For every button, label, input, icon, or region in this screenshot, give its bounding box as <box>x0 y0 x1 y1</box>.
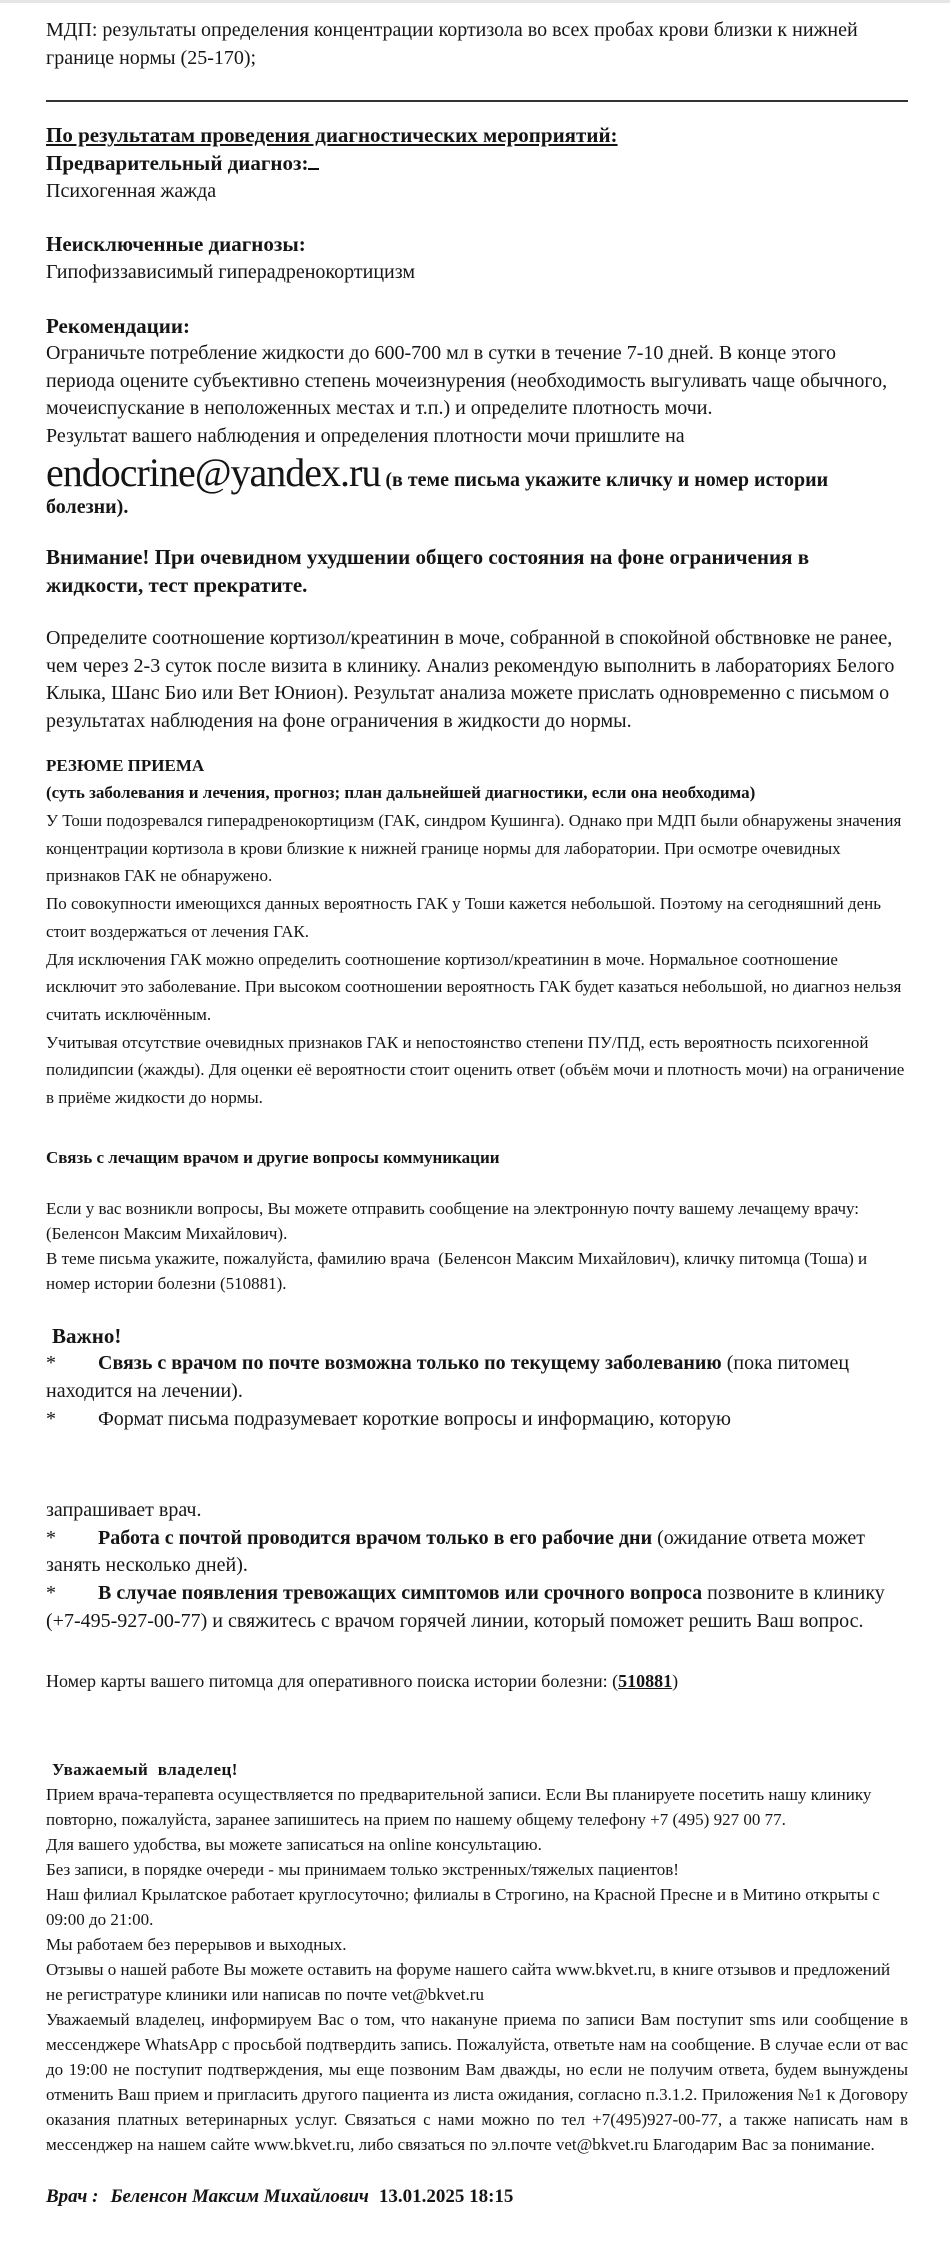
bullet-bold-text: В случае появления тревожащих симптомов или срочного вопроса <box>98 1581 703 1604</box>
signature-label: Врач : <box>46 2186 99 2208</box>
signature-doctor-name: Беленсон Максим Михайлович <box>110 2186 369 2208</box>
bullet-marker: * <box>46 1407 56 1430</box>
bullet-marker: * <box>46 1581 56 1604</box>
page-break-gap <box>46 1433 908 1497</box>
preliminary-diagnosis-label-text: Предварительный диагноз: <box>46 150 309 175</box>
fluid-limit-paragraph: Ограничьте потребление жидкости до 600-700 мл в сутки в течение 7-10 дней. В конце этого периода оцените субъективно степень мочеизнурения (необходимость выгуливать чаще обычного, мочеиспускание в неположенных местах и т.п.) и определите плотность мочи. <box>46 342 888 420</box>
communication-section <box>46 1146 908 1635</box>
pet-card-number-line <box>46 1669 908 1694</box>
summary-subheading: (суть заболевания и лечения, прогноз; план дальнейшей диагностики, если она необходима) <box>46 783 756 803</box>
spacer <box>46 1635 908 1669</box>
send-results-line: Результат вашего наблюдения и определения плотности мочи пришлите на <box>46 425 685 448</box>
spacer <box>46 287 908 313</box>
spacer <box>46 736 908 752</box>
not-excluded-diagnoses-label: Неисключенные диагнозы: <box>46 232 306 257</box>
bullet-rest-text: позвоните в клинику (+7-495-927-00-77) и свяжитесь с врачом горячей линии, который поможет решить Ваш вопрос. <box>46 1581 885 1632</box>
bullet-bold-text: Работа с почтой проводится врачом только в его рабочие дни <box>98 1526 653 1549</box>
bullet-marker: * <box>46 1526 56 1549</box>
recommendations-heading: Рекомендации: <box>46 313 190 338</box>
card-number-value: 510881 <box>618 1671 673 1692</box>
email-subject-paragraph: В теме письма укажите, пожалуйста, фамилию врача (Беленсон Максим Михайлович), кличку питомца (Тоша) и номер истории болезни (510881). <box>46 1248 872 1293</box>
diagnosis-section <box>46 122 908 286</box>
spacer <box>46 1297 908 1323</box>
owner-greeting-heading: Уважаемый владелец! <box>52 1760 238 1780</box>
email-line <box>46 451 908 522</box>
card-number-prefix: Номер карты вашего питомца для оперативного поиска истории болезни: ( <box>46 1671 619 1692</box>
summary-heading: РЕЗЮМЕ ПРИЕМА <box>46 755 205 775</box>
important-heading: Важно! <box>52 1323 122 1348</box>
ratio-test-paragraph: Определите соотношение кортизол/креатинин в моче, собранной в спокойной обствновке не ранее, чем через 2-3 суток после визита в клинику. Анализ рекомендую выполнить в лабораториях Белого Клыка, Шанс Био или Вет Юнион). Результат анализа можете прислать одновременно с письмом о результатах наблюдения на фоне ограничения в жидкости до нормы. <box>46 627 895 733</box>
summary-paragraph: Для исключения ГАК можно определить соотношение кортизол/креатинин в моче. Нормальное соотношение исключит это заболевание. При высоком соотношении вероятность ГАК будет казаться небольшой, но диагноз нельзя считать исключённым. <box>46 949 902 1024</box>
bullet-rest-text: (ожидание ответа может занять несколько дней). <box>46 1526 865 1577</box>
diagnostics-results-heading: По результатам проведения диагностических мероприятий: <box>46 123 618 148</box>
owner-info-paragraph: Мы работаем без перерывов и выходных. <box>46 1935 347 1955</box>
recommendations-section <box>46 313 908 736</box>
not-excluded-diagnoses-value: Гипофиззависимый гиперадренокортицизм <box>46 260 415 283</box>
important-bullet-letter-format <box>46 1406 908 1434</box>
owner-info-section <box>46 1758 908 2158</box>
email-address: endocrine@yandex.ru <box>46 449 381 495</box>
warning-paragraph: Внимание! При очевидном ухудшении общего состояния на фоне ограничения в жидкости, тест прекратите. <box>46 544 810 597</box>
bullet-text: Формат письма подразумевает короткие вопросы и информацию, которую <box>98 1407 731 1430</box>
spacer <box>46 522 908 544</box>
doctor-signature-line <box>46 2186 908 2208</box>
owner-info-paragraph: Отзывы о нашей работе Вы можете оставить на форуме нашего сайта www.bkvet.ru, в книге отзывов и предложений не регистратуре клиники или написав по почте vet@bkvet.ru <box>46 1960 891 2005</box>
bullet-rest-text: (пока питомец находится на лечении). <box>46 1352 850 1402</box>
email-subject-note: (в теме письма укажите кличку и номер истории болезни). <box>46 468 829 519</box>
underline-mark <box>308 168 319 170</box>
spacer <box>46 1171 908 1197</box>
bullet-continuation-line: запрашивает врач. <box>46 1499 202 1522</box>
important-bullet-working-days <box>46 1525 908 1580</box>
spacer <box>46 205 908 231</box>
owner-info-paragraph: Прием врача-терапевта осуществляется по предварительной записи. Если Вы планируете посетить нашу клинику повторно, пожалуйста, заранее запишитесь на прием по нашему общему телефону +7 (495) 927 00 77. <box>46 1785 872 1830</box>
section-divider <box>46 100 908 102</box>
owner-info-paragraph: Без записи, в порядке очереди - мы принимаем только экстренных/тяжелых пациентов! <box>46 1860 679 1880</box>
communication-heading: Связь с лечащим врачом и другие вопросы коммуникации <box>46 1147 500 1167</box>
summary-paragraph: Учитывая отсутствие очевидных признаков ГАК и непостоянство степени ПУ/ПД, есть вероятность психогенной полидипсии (жажды). Для оценки её вероятности стоит оценить ответ (объём мочи и плотность мочи) на ограничение в приёме жидкости до нормы. <box>46 1032 905 1108</box>
mdp-result-paragraph: МДП: результаты определения концентрации кортизола во всех пробах крови близки к нижней границе нормы (25-170); <box>46 19 858 69</box>
summary-paragraph: По совокупности имеющихся данных вероятность ГАК у Тоши кажется небольшой. Поэтому на сегодняшний день стоит воздержаться от лечения ГАК. <box>46 894 881 941</box>
bullet-marker: * <box>46 1352 56 1375</box>
preliminary-diagnosis-value: Психогенная жажда <box>46 179 217 202</box>
owner-confirmation-paragraph: Уважаемый владелец, информируем Вас о том, что накануне приема по записи Вам поступит sms или сообщение в мессенджере WhatsApp с просьбой подтвердить запись. Пожалуйста, ответьте нам на сообщение. В случае если от вас до 19:00 не поступит подтверждения, мы еще позвоним Вам дважды, но если не получим ответа, будем вынуждены отменить Ваш прием и пригласить другого пациента из листа ожидания, согласно п.3.1.2. Приложения №1 к Договору оказания платных ветеринарных услуг. Связаться с нами можно по тел +7(495)927-00-77, а также написать нам в мессенджер на нашем сайте www.bkvet.ru, либо связаться по эл.почте vet@bkvet.ru Благодарим Вас за понимание. <box>46 2010 908 2155</box>
summary-paragraph: У Тоши подозревался гиперадренокортицизм (ГАК, синдром Кушинга). Однако при МДП были обнаружены значения концентрации кортизола в крови близкие к нижней границе нормы для лаборатории. При осмотре очевидных признаков ГАК не обнаружено. <box>46 811 902 886</box>
owner-info-paragraph: Наш филиал Крылатское работает круглосуточно; филиалы в Строгино, на Красной Пресне и в Митино открыты с 09:00 до 21:00. <box>46 1885 880 1930</box>
owner-info-paragraph: Для вашего удобства, вы можете записаться на online консультацию. <box>46 1835 542 1855</box>
contact-doctor-paragraph: Если у вас возникли вопросы, Вы можете отправить сообщение на электронную почту вашему лечащему врачу: (Беленсон Максим Михайлович). <box>46 1198 868 1243</box>
important-bullet-mail-topic <box>46 1350 908 1405</box>
card-number-suffix: ) <box>672 1671 679 1692</box>
preliminary-diagnosis-label <box>46 150 908 178</box>
bullet-bold-text: Связь с врачом по почте возможна только по текущему заболеванию <box>98 1352 722 1375</box>
spacer <box>46 599 908 625</box>
signature-datetime: 13.01.2025 18:15 <box>378 2186 514 2208</box>
important-bullet-urgent <box>46 1580 908 1635</box>
spacer <box>46 1112 908 1146</box>
visit-summary-section <box>46 752 908 1112</box>
spacer <box>46 1694 908 1758</box>
